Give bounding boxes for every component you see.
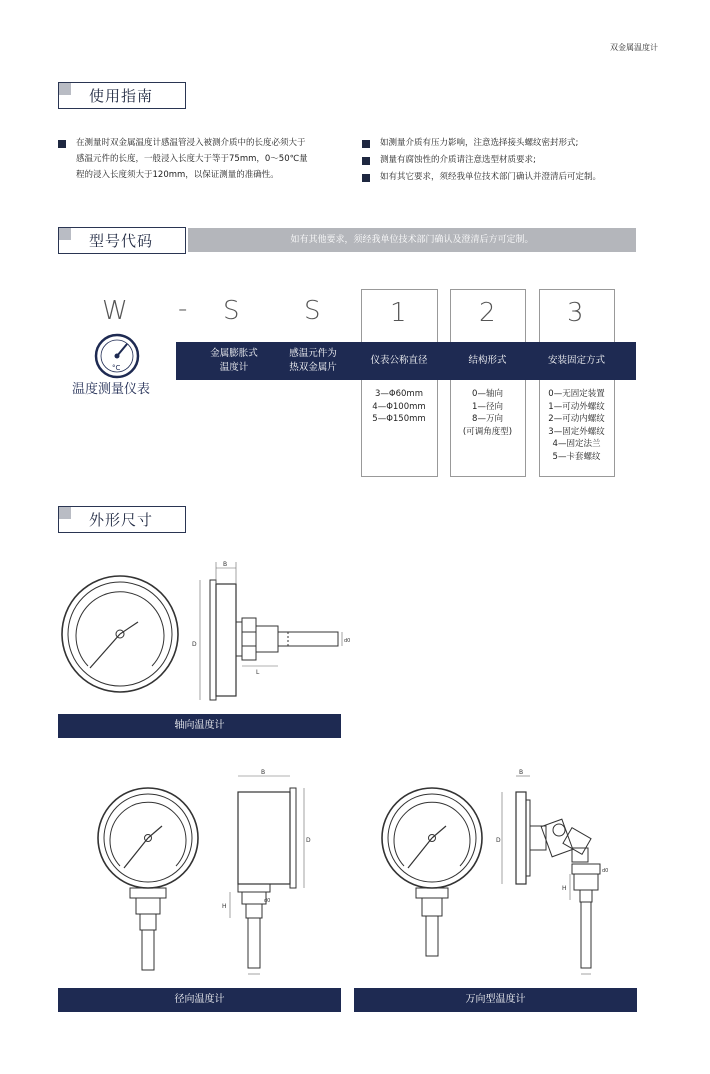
guide-left-line: 感温元件的长度，一般浸入长度大于等于75mm，0～50℃量: [76, 154, 308, 164]
option-item: 4—固定法兰: [552, 439, 601, 449]
options-diameter: [361, 388, 437, 426]
section-tab-mark: [59, 83, 71, 95]
section-dimensions-title: 外形尺寸: [89, 511, 154, 529]
option-item: 4—Φ100mm: [372, 401, 426, 412]
option-item: 3—Φ60mm: [375, 389, 423, 399]
code-digit-1: 1: [390, 298, 407, 328]
dim-label-d: D: [496, 837, 501, 844]
section-tab-mark: [59, 228, 71, 240]
model-note-bar: 如有其他要求，须经我单位技术部门确认及澄清后方可定制。: [188, 228, 636, 252]
option-item: 0—轴向: [472, 389, 503, 399]
option-item: 5—Φ150mm: [372, 414, 426, 424]
bullet-square-icon: [58, 140, 66, 148]
header-diameter: 仪表公称直径: [370, 355, 428, 366]
option-item: 0—无固定装置: [548, 389, 605, 399]
dim-label-d: D: [192, 641, 197, 648]
axial-thermometer-drawing: [58, 556, 351, 706]
options-mounting: [539, 388, 614, 463]
dim-label-d0: d0: [602, 868, 609, 874]
dim-label-l: L: [256, 669, 260, 676]
header-s1-line: 温度计: [219, 362, 249, 373]
bullet-square-icon: [362, 157, 370, 165]
section-tab-mark: [59, 507, 71, 519]
dim-label-b: B: [223, 561, 228, 568]
dim-label-h: H: [222, 903, 227, 910]
guide-right-item: 如测量介质有压力影响，注意选择接头螺纹密封形式;: [380, 138, 579, 148]
option-item: 1—径向: [472, 401, 503, 412]
universal-thermometer-drawing: [354, 770, 644, 980]
caption-axial: 轴向温度计: [58, 714, 341, 738]
icon-caption: 温度测量仪表: [72, 382, 151, 397]
header-structure: 结构形式: [468, 355, 507, 366]
guide-left-text: [76, 135, 356, 183]
radial-thermometer-drawing: [58, 770, 348, 980]
guide-left-line: 在测量时双金属温度计感温管浸入被测介质中的长度必须大于: [76, 138, 306, 148]
option-item: 1—可动外螺纹: [548, 401, 605, 412]
guide-right-item: 如有其它要求，须经我单位技术部门确认并澄清后可定制。: [380, 172, 602, 182]
section-model-header: [58, 227, 186, 254]
options-structure: [450, 388, 525, 438]
header-s1-line: 金属膨胀式: [210, 348, 258, 359]
bullet-square-icon: [362, 174, 370, 182]
dim-label-d0: d0: [264, 898, 271, 904]
section-guide-header: [58, 82, 186, 109]
section-guide-title: 使用指南: [89, 87, 154, 105]
code-letter-w: W: [102, 296, 128, 326]
code-letter-s2: S: [304, 296, 321, 326]
header-s2: [275, 347, 351, 375]
option-item: 2—可动内螺纹: [548, 414, 605, 424]
code-digit-2: 2: [479, 298, 496, 328]
guide-left-line: 程的浸入长度须大于120mm，以保证测量的准确性。: [76, 170, 279, 180]
option-item: (可调角度型): [462, 426, 513, 437]
section-dimensions-header: [58, 506, 186, 533]
dim-label-d0: d0: [344, 638, 351, 644]
code-letter-s1: S: [223, 296, 240, 326]
guide-right-item: 测量有腐蚀性的介质请注意选型材质要求;: [380, 155, 536, 165]
dim-label-b: B: [261, 769, 266, 776]
code-dash: -: [178, 294, 188, 324]
option-item: 8—万向: [472, 414, 503, 424]
header-mounting: 安装固定方式: [547, 355, 605, 366]
document-header-title: 双金属温度计: [610, 43, 658, 52]
icon-unit-label: °C: [112, 364, 121, 372]
dim-label-b: B: [519, 769, 524, 776]
bullet-square-icon: [362, 140, 370, 148]
section-model-title: 型号代码: [89, 232, 154, 250]
code-digit-3: 3: [567, 298, 584, 328]
header-s2-line: 热双金属片: [289, 362, 337, 373]
option-item: 5—卡套螺纹: [552, 451, 601, 462]
caption-universal: 万向型温度计: [354, 988, 637, 1012]
header-s1: [196, 347, 272, 375]
header-s2-line: 感温元件为: [289, 348, 337, 359]
caption-radial: 径向温度计: [58, 988, 341, 1012]
dim-label-h: H: [562, 885, 567, 892]
dim-label-d: D: [306, 837, 311, 844]
thermometer-gauge-icon: [93, 332, 141, 380]
option-item: 3—固定外螺纹: [548, 426, 605, 437]
